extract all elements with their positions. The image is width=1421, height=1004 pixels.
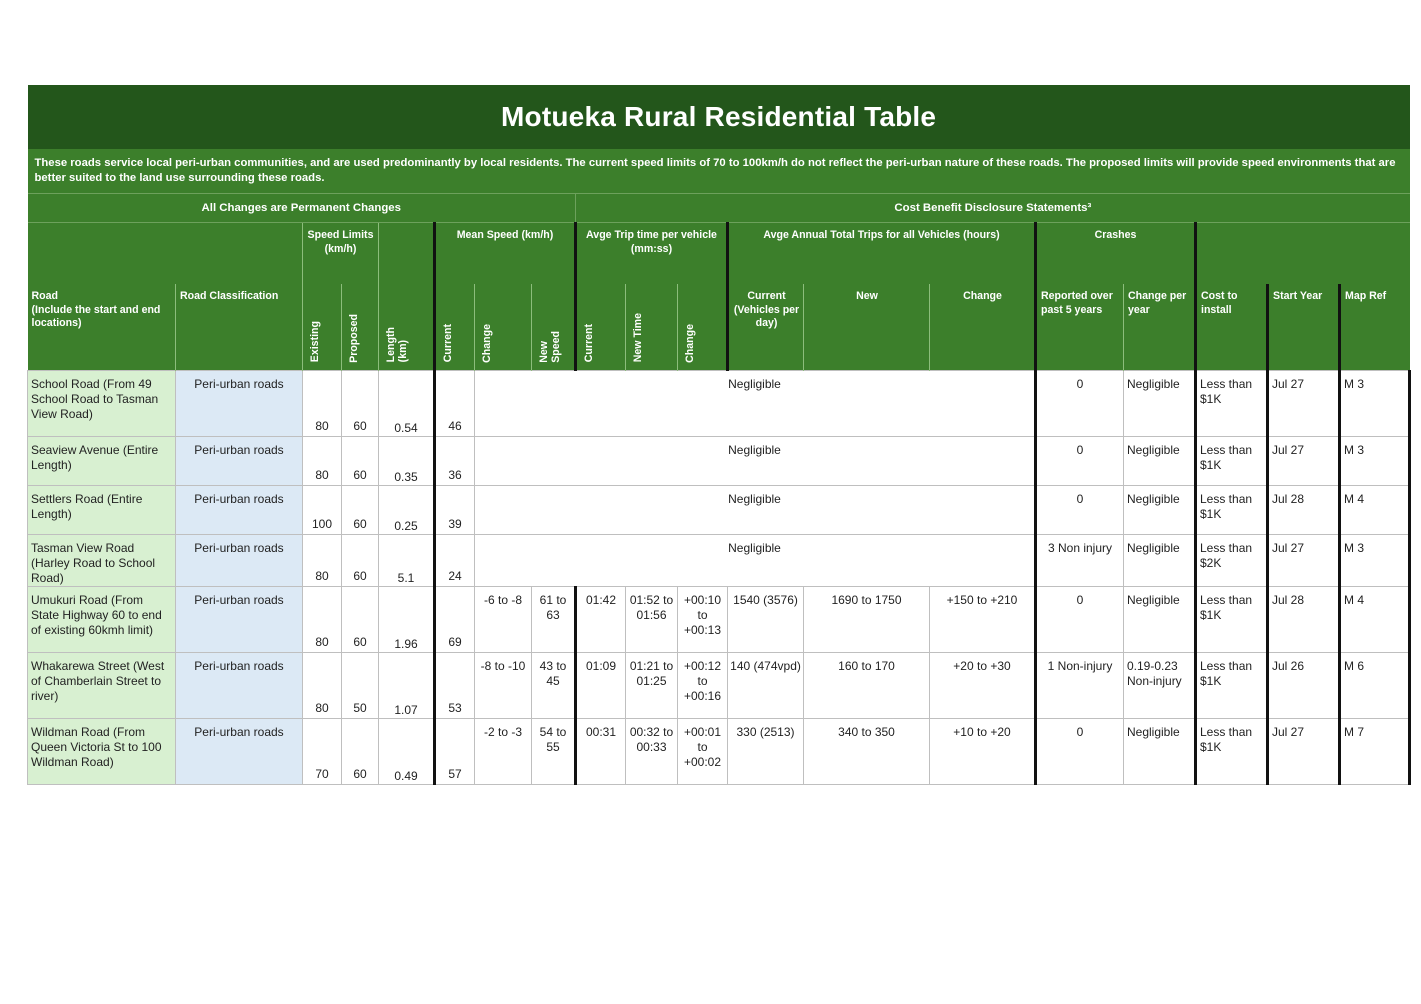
annual-trips-change: +10 to +20 bbox=[930, 719, 1036, 785]
table-row bbox=[28, 535, 1410, 587]
crashes-change-per-year: Negligible bbox=[1124, 371, 1196, 437]
header-mean-new-speed-label: New Speed bbox=[538, 330, 562, 363]
map-ref: M 3 bbox=[1340, 437, 1410, 486]
crashes-reported: 1 Non-injury bbox=[1036, 653, 1124, 719]
header-annual-trips: Avge Annual Total Trips for all Vehicles (hours) bbox=[728, 223, 1036, 285]
mean-speed-change: -6 to -8 bbox=[475, 587, 532, 653]
length-km: 1.96 bbox=[379, 587, 435, 653]
table-row bbox=[28, 371, 1410, 437]
road-classification: Peri-urban roads bbox=[176, 371, 303, 437]
existing-limit: 80 bbox=[303, 653, 342, 719]
annual-trips-change: +20 to +30 bbox=[930, 653, 1036, 719]
road-name: Seaview Avenue (Entire Length) bbox=[28, 437, 176, 486]
mean-speed-change: -8 to -10 bbox=[475, 653, 532, 719]
trip-time-change: +00:01 to +00:02 bbox=[678, 719, 728, 785]
crashes-change-per-year: Negligible bbox=[1124, 719, 1196, 785]
header-crashes: Crashes bbox=[1036, 223, 1196, 285]
header-crashes-change: Change per year bbox=[1124, 284, 1196, 371]
rural-residential-table bbox=[27, 85, 1411, 785]
trip-time-new: 01:52 to 01:56 bbox=[626, 587, 678, 653]
length-km: 0.25 bbox=[379, 486, 435, 535]
cost-to-install: Less than $1K bbox=[1196, 587, 1268, 653]
annual-trips-current: 140 (474vpd) bbox=[728, 653, 804, 719]
negligible-impact: Negligible bbox=[475, 437, 1036, 486]
table-row bbox=[28, 653, 1410, 719]
negligible-impact: Negligible bbox=[475, 486, 1036, 535]
header-mean-change-label: Change bbox=[481, 323, 493, 363]
cost-to-install: Less than $1K bbox=[1196, 371, 1268, 437]
mean-speed-new: 61 to 63 bbox=[532, 587, 576, 653]
trip-time-current: 00:31 bbox=[576, 719, 626, 785]
map-ref: M 3 bbox=[1340, 535, 1410, 587]
header-blank-cost bbox=[1196, 223, 1410, 285]
crashes-reported: 0 bbox=[1036, 719, 1124, 785]
road-name: Tasman View Road (Harley Road to School Road) bbox=[28, 535, 176, 587]
cost-to-install: Less than $1K bbox=[1196, 486, 1268, 535]
proposed-limit: 60 bbox=[342, 587, 379, 653]
crashes-reported: 0 bbox=[1036, 486, 1124, 535]
crashes-reported: 0 bbox=[1036, 371, 1124, 437]
existing-limit: 80 bbox=[303, 371, 342, 437]
road-classification: Peri-urban roads bbox=[176, 719, 303, 785]
header-length bbox=[379, 284, 435, 371]
proposed-limit: 60 bbox=[342, 437, 379, 486]
length-km: 5.1 bbox=[379, 535, 435, 587]
table-row bbox=[28, 486, 1410, 535]
start-year: Jul 27 bbox=[1268, 437, 1340, 486]
header-trip-change bbox=[678, 284, 728, 371]
header-existing bbox=[303, 284, 342, 371]
mean-speed-current: 53 bbox=[435, 653, 475, 719]
header-mean-new-speed bbox=[532, 284, 576, 371]
cost-to-install: Less than $1K bbox=[1196, 437, 1268, 486]
annual-trips-change: +150 to +210 bbox=[930, 587, 1036, 653]
trip-time-new: 01:21 to 01:25 bbox=[626, 653, 678, 719]
header-trip-current-label: Current bbox=[583, 324, 595, 363]
road-name: Wildman Road (From Queen Victoria St to 100 Wildman Road) bbox=[28, 719, 176, 785]
length-km: 0.49 bbox=[379, 719, 435, 785]
header-trip-new-time-label: New Time bbox=[632, 313, 644, 363]
table-row bbox=[28, 719, 1410, 785]
mean-speed-current: 36 bbox=[435, 437, 475, 486]
header-annual-change: Change bbox=[930, 284, 1036, 371]
header-proposed bbox=[342, 284, 379, 371]
annual-trips-new: 340 to 350 bbox=[804, 719, 930, 785]
speed-table-sheet bbox=[27, 85, 1409, 785]
proposed-limit: 50 bbox=[342, 653, 379, 719]
cost-to-install: Less than $1K bbox=[1196, 719, 1268, 785]
mean-speed-change: -2 to -3 bbox=[475, 719, 532, 785]
map-ref: M 4 bbox=[1340, 486, 1410, 535]
crashes-change-per-year: Negligible bbox=[1124, 437, 1196, 486]
mean-speed-new: 54 to 55 bbox=[532, 719, 576, 785]
mean-speed-current: 39 bbox=[435, 486, 475, 535]
header-annual-new: New bbox=[804, 284, 930, 371]
intro-text: These roads service local peri-urban communities, and are used predominantly by local residents. The current speed limits of 70 to 100km/h do not reflect the peri-urban nature of these roads. The proposed limits will provide speed environments that are better suited to the land use surrounding these roads. bbox=[28, 149, 1410, 194]
header-mean-change bbox=[475, 284, 532, 371]
road-classification: Peri-urban roads bbox=[176, 587, 303, 653]
section-cost-benefit: Cost Benefit Disclosure Statements³ bbox=[576, 194, 1410, 223]
header-mean-current bbox=[435, 284, 475, 371]
header-cost-to-install: Cost to install bbox=[1196, 284, 1268, 371]
negligible-impact: Negligible bbox=[475, 371, 1036, 437]
header-crashes-reported: Reported over past 5 years bbox=[1036, 284, 1124, 371]
existing-limit: 80 bbox=[303, 587, 342, 653]
existing-limit: 70 bbox=[303, 719, 342, 785]
header-road-classification: Road Classification bbox=[176, 284, 303, 371]
table-row bbox=[28, 587, 1410, 653]
trip-time-current: 01:42 bbox=[576, 587, 626, 653]
section-permanent-changes: All Changes are Permanent Changes bbox=[28, 194, 576, 223]
proposed-limit: 60 bbox=[342, 486, 379, 535]
header-existing-label: Existing bbox=[309, 321, 321, 363]
crashes-change-per-year: 0.19-0.23 Non-injury bbox=[1124, 653, 1196, 719]
proposed-limit: 60 bbox=[342, 535, 379, 587]
mean-speed-new: 43 to 45 bbox=[532, 653, 576, 719]
header-mean-current-label: Current bbox=[442, 324, 454, 363]
annual-trips-new: 160 to 170 bbox=[804, 653, 930, 719]
road-classification: Peri-urban roads bbox=[176, 486, 303, 535]
mean-speed-current: 57 bbox=[435, 719, 475, 785]
header-trip-change-label: Change bbox=[684, 323, 696, 363]
length-km: 0.35 bbox=[379, 437, 435, 486]
crashes-change-per-year: Negligible bbox=[1124, 535, 1196, 587]
header-start-year: Start Year bbox=[1268, 284, 1340, 371]
crashes-reported: 0 bbox=[1036, 587, 1124, 653]
annual-trips-current: 330 (2513) bbox=[728, 719, 804, 785]
annual-trips-current: 1540 (3576) bbox=[728, 587, 804, 653]
table-title: Motueka Rural Residential Table bbox=[28, 85, 1410, 149]
start-year: Jul 26 bbox=[1268, 653, 1340, 719]
road-classification: Peri-urban roads bbox=[176, 437, 303, 486]
road-name: Whakarewa Street (West of Chamberlain Street to river) bbox=[28, 653, 176, 719]
mean-speed-current: 69 bbox=[435, 587, 475, 653]
header-map-ref: Map Ref bbox=[1340, 284, 1410, 371]
trip-time-current: 01:09 bbox=[576, 653, 626, 719]
cost-to-install: Less than $1K bbox=[1196, 653, 1268, 719]
start-year: Jul 28 bbox=[1268, 486, 1340, 535]
existing-limit: 100 bbox=[303, 486, 342, 535]
road-name: School Road (From 49 School Road to Tasman View Road) bbox=[28, 371, 176, 437]
road-name: Umukuri Road (From State Highway 60 to end of existing 60kmh limit) bbox=[28, 587, 176, 653]
map-ref: M 3 bbox=[1340, 371, 1410, 437]
road-classification: Peri-urban roads bbox=[176, 535, 303, 587]
start-year: Jul 27 bbox=[1268, 371, 1340, 437]
header-blank-length bbox=[379, 223, 435, 285]
annual-trips-new: 1690 to 1750 bbox=[804, 587, 930, 653]
table-row bbox=[28, 437, 1410, 486]
header-road: Road (Include the start and end locations) bbox=[28, 284, 176, 371]
crashes-change-per-year: Negligible bbox=[1124, 587, 1196, 653]
trip-time-change: +00:12 to +00:16 bbox=[678, 653, 728, 719]
trip-time-change: +00:10 to +00:13 bbox=[678, 587, 728, 653]
proposed-limit: 60 bbox=[342, 371, 379, 437]
existing-limit: 80 bbox=[303, 535, 342, 587]
header-trip-new-time bbox=[626, 284, 678, 371]
map-ref: M 4 bbox=[1340, 587, 1410, 653]
mean-speed-current: 24 bbox=[435, 535, 475, 587]
header-annual-current: Current (Vehicles per day) bbox=[728, 284, 804, 371]
header-proposed-label: Proposed bbox=[348, 313, 360, 363]
start-year: Jul 27 bbox=[1268, 535, 1340, 587]
mean-speed-current: 46 bbox=[435, 371, 475, 437]
road-classification: Peri-urban roads bbox=[176, 653, 303, 719]
negligible-impact: Negligible bbox=[475, 535, 1036, 587]
cost-to-install: Less than $2K bbox=[1196, 535, 1268, 587]
header-trip-current bbox=[576, 284, 626, 371]
header-mean-speed: Mean Speed (km/h) bbox=[435, 223, 576, 285]
length-km: 1.07 bbox=[379, 653, 435, 719]
proposed-limit: 60 bbox=[342, 719, 379, 785]
existing-limit: 80 bbox=[303, 437, 342, 486]
table-body bbox=[28, 371, 1410, 785]
map-ref: M 6 bbox=[1340, 653, 1410, 719]
header-trip-time: Avge Trip time per vehicle (mm:ss) bbox=[576, 223, 728, 285]
start-year: Jul 28 bbox=[1268, 587, 1340, 653]
header-blank-road bbox=[28, 223, 303, 285]
crashes-change-per-year: Negligible bbox=[1124, 486, 1196, 535]
header-speed-limits: Speed Limits (km/h) bbox=[303, 223, 379, 285]
header-length-label: Length (km) bbox=[385, 327, 409, 363]
start-year: Jul 27 bbox=[1268, 719, 1340, 785]
length-km: 0.54 bbox=[379, 371, 435, 437]
map-ref: M 7 bbox=[1340, 719, 1410, 785]
crashes-reported: 3 Non injury bbox=[1036, 535, 1124, 587]
road-name: Settlers Road (Entire Length) bbox=[28, 486, 176, 535]
trip-time-new: 00:32 to 00:33 bbox=[626, 719, 678, 785]
crashes-reported: 0 bbox=[1036, 437, 1124, 486]
